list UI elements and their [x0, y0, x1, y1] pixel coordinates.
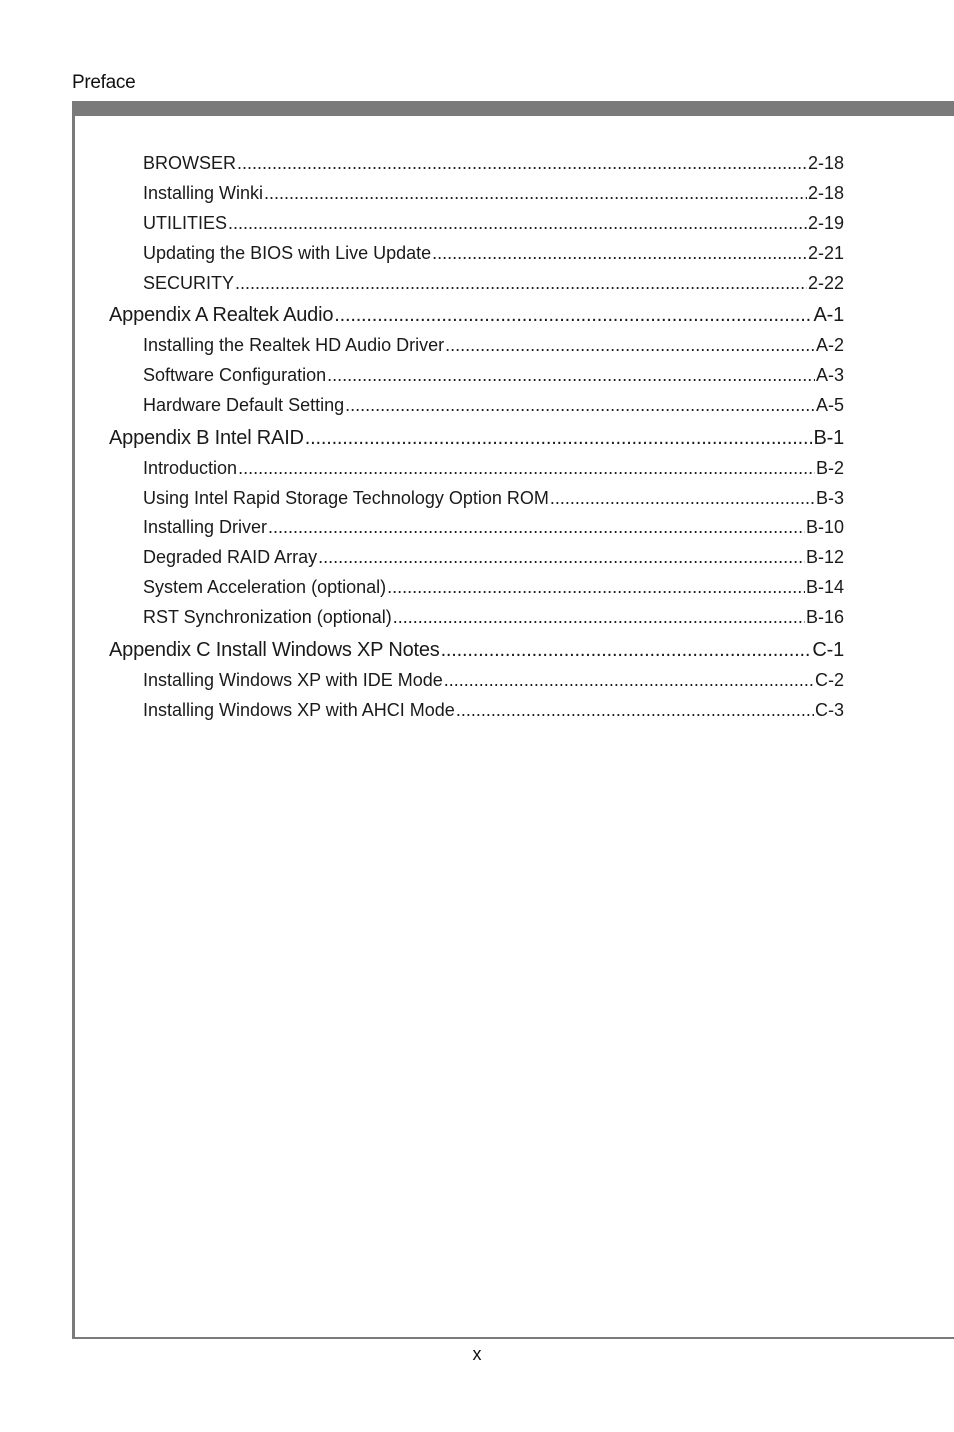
toc-dot-leader [456, 695, 814, 725]
toc-entry[interactable] [143, 360, 844, 390]
toc-entry-title: Appendix B Intel RAID [109, 427, 304, 449]
toc-entry[interactable] [143, 602, 844, 632]
toc-dot-leader [393, 602, 805, 632]
toc-dot-leader [441, 634, 812, 666]
toc-dot-leader [238, 453, 815, 483]
toc-dot-leader [228, 208, 807, 238]
toc-entry-title: UTILITIES [143, 213, 228, 233]
toc-entry-title: Installing Winki [143, 183, 264, 203]
toc-dot-leader [334, 299, 812, 331]
toc-entry-title: Hardware Default Setting [143, 395, 345, 415]
toc-entry[interactable] [143, 483, 844, 513]
toc-entry-page: B-16 [805, 607, 844, 627]
toc-chapter-entry[interactable] [109, 299, 844, 331]
left-border [72, 101, 75, 1339]
toc-entry-title: Installing Windows XP with AHCI Mode [143, 700, 455, 720]
toc-entry[interactable] [143, 330, 844, 360]
section-label: Preface [72, 72, 136, 93]
toc-entry-page: B-2 [815, 458, 844, 478]
toc-entry[interactable] [143, 148, 844, 178]
toc-entry[interactable] [143, 390, 844, 420]
toc-entry-page: A-2 [815, 335, 844, 355]
toc-entry-title: Installing the Realtek HD Audio Driver [143, 335, 445, 355]
toc-entry-page: 2-22 [807, 273, 844, 293]
toc-entry[interactable] [143, 512, 844, 542]
toc-entry-title: Using Intel Rapid Storage Technology Option ROM [143, 488, 549, 508]
toc-entry-title: BROWSER [143, 153, 237, 173]
toc-entry-page: 2-19 [807, 213, 844, 233]
toc-entry-title: Degraded RAID Array [143, 547, 318, 567]
toc-entry-title: Installing Windows XP with IDE Mode [143, 670, 443, 690]
toc-entry[interactable] [143, 453, 844, 483]
toc-entry-page: C-3 [814, 700, 844, 720]
toc-entry-title: Software Configuration [143, 365, 327, 385]
toc-entry[interactable] [143, 208, 844, 238]
toc-entry-title: SECURITY [143, 273, 235, 293]
toc-entry-title: Appendix C Install Windows XP Notes [109, 639, 440, 661]
toc-entry-title: Updating the BIOS with Live Update [143, 243, 432, 263]
toc-entry-page: 2-18 [807, 183, 844, 203]
toc-entry-page: A-1 [813, 304, 844, 326]
toc-dot-leader [268, 512, 805, 542]
toc-entry[interactable] [143, 268, 844, 298]
page-number: x [472, 1344, 482, 1364]
toc-chapter-entry[interactable] [109, 634, 844, 666]
toc-entry-page: B-10 [805, 517, 844, 537]
toc-dot-leader [444, 665, 814, 695]
toc-entry-page: B-3 [815, 488, 844, 508]
toc-entry[interactable] [143, 665, 844, 695]
toc-entry-title: RST Synchronization (optional) [143, 607, 392, 627]
toc-dot-leader [550, 483, 815, 513]
toc-dot-leader [235, 268, 807, 298]
toc-entry-page: B-12 [805, 547, 844, 567]
toc-entry-page: 2-21 [807, 243, 844, 263]
toc-dot-leader [264, 178, 807, 208]
toc-chapter-entry[interactable] [109, 422, 844, 454]
toc-entry[interactable] [143, 695, 844, 725]
toc-entry-title: Appendix A Realtek Audio [109, 304, 334, 326]
toc-entry-page: B-14 [805, 577, 844, 597]
toc-entry-page: 2-18 [807, 153, 844, 173]
toc-dot-leader [345, 390, 815, 420]
toc-entry-page: C-1 [812, 639, 844, 661]
toc-dot-leader [432, 238, 807, 268]
toc-entry[interactable] [143, 238, 844, 268]
header-bar [72, 101, 954, 116]
toc-entry-page: B-1 [813, 427, 844, 449]
toc-dot-leader [445, 330, 815, 360]
toc-entry-title: Introduction [143, 458, 238, 478]
toc-entry[interactable] [143, 178, 844, 208]
toc-dot-leader [318, 542, 805, 572]
toc-entry[interactable] [143, 542, 844, 572]
toc-entry[interactable] [143, 572, 844, 602]
toc-dot-leader [327, 360, 815, 390]
toc-entry-page: C-2 [814, 670, 844, 690]
toc-entry-title: Installing Driver [143, 517, 268, 537]
toc-dot-leader [237, 148, 807, 178]
toc-dot-leader [305, 422, 813, 454]
toc-entry-title: System Acceleration (optional) [143, 577, 387, 597]
toc-entry-page: A-3 [815, 365, 844, 385]
toc-dot-leader [387, 572, 805, 602]
toc-entry-page: A-5 [815, 395, 844, 415]
bottom-border [72, 1337, 954, 1339]
